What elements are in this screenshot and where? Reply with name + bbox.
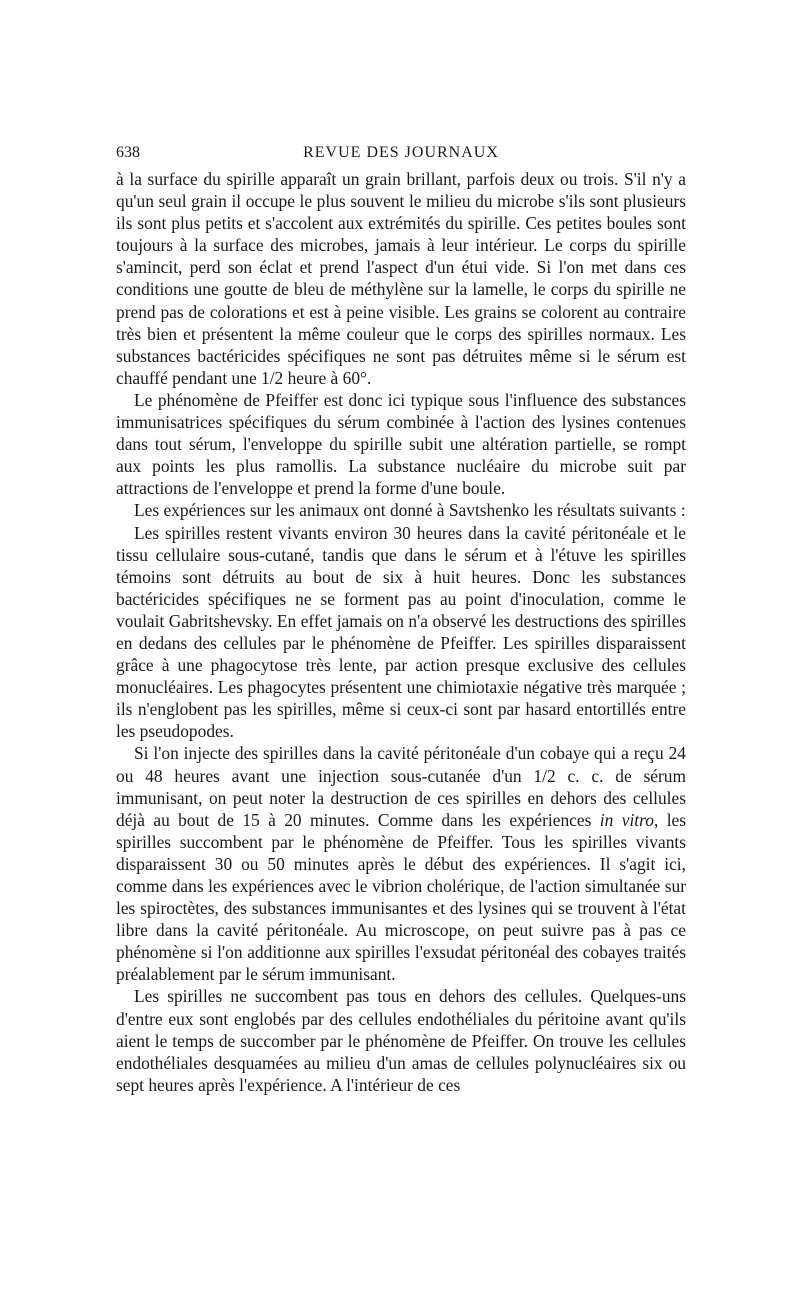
paragraph-2: Le phénomène de Pfeiffer est donc ici typique sous l'influence des substances immunisatrices spécifiques du sérum combinée à l'action des lysines contenues dans tout sérum, l'enveloppe du spirille subit une altération partielle, se rompt aux points les plus ramollis. La substance nucléaire du microbe suit par attractions de l'enveloppe et prend la forme d'une boule. — [116, 389, 686, 499]
page-header — [116, 138, 686, 168]
paragraph-5-part-1: Si l'on injecte des spirilles dans la cavité péritonéale d'un cobaye qui a reçu 24 ou 48 heures avant une injection sous-cutanée d'un 1/2 c. c. de sérum immunisant, on peut noter la destruction de ces spirilles en dehors des cellules déjà au bout de 15 à 20 minutes. Comme dans les expériences — [116, 743, 686, 830]
body-text — [116, 168, 686, 1096]
paragraph-1: à la surface du spirille apparaît un grain brillant, parfois deux ou trois. S'il n'y a qu'un seul grain il occupe le plus souvent le milieu du microbe s'ils sont plusieurs ils sont plus petits et s'accolent aux extrémités du spirille. Ces petites boules sont toujours à la surface des microbes, jamais à leur intérieur. Le corps du spirille s'amincit, perd son éclat et prend l'aspect d'un étui vide. Si l'on met dans ces conditions une goutte de bleu de méthylène sur la lamelle, le corps du spirille ne prend pas de colorations et est à peine visible. Les grains se colorent au contraire très bien et présentent la même couleur que le corps des spirilles normaux. Les substances bactéricides spécifiques ne sont pas détruites même si le sérum est chauffé pendant une 1/2 heure à 60°. — [116, 169, 686, 388]
paragraph-5 — [116, 742, 686, 985]
paragraph-3: Les expériences sur les animaux ont donné à Savtshenko les résultats suivants : — [134, 500, 686, 521]
page-number: 638 — [116, 144, 140, 161]
running-head: REVUE DES JOURNAUX — [303, 144, 499, 161]
in-vitro-italic: in vitro — [599, 809, 654, 830]
paragraph-6: Les spirilles ne succombent pas tous en dehors des cellules. Quelques-uns d'entre eux sont englobés par des cellules endothéliales du péritoine avant qu'ils aient le temps de succomber par le phénomène de Pfeiffer. On trouve les cellules endothéliales desquamées au milieu d'un amas de cellules polynucléaires six ou sept heures après l'expérience. A l'intérieur de ces — [116, 986, 686, 1095]
paragraph-5-part-2: , les spirilles succombent par le phénomène de Pfeiffer. Tous les spirilles vivants disparaissent 30 ou 50 minutes après le début des expériences. Il s'agit ici, comme dans les expériences avec le vibrion cholérique, de l'action simultanée sur les spiroctètes, des substances immunisantes et des lysines qui se trouvent à l'état libre dans la cavité péritonéale. Au microscope, on peut suivre pas à pas ce phénomène si l'on additionne aux spirilles l'exsudat péritonéal des cobayes traités préalablement par le sérum immunisant. — [116, 809, 687, 985]
paragraph-4: Les spirilles restent vivants environ 30 heures dans la cavité péritonéale et le tissu cellulaire sous-cutané, tandis que dans le sérum et à l'étuve les spirilles témoins sont détruits au bout de six à huit heures. Donc les substances bactéricides spécifiques ne se forment pas au point d'inoculation, comme le voulait Gabritshevsky. En effet jamais on n'a observé les destructions des spirilles en dedans des cellules par le phénomène de Pfeiffer. Les spirilles disparaissent grâce à une phagocytose très lente, par action presque exclusive des cellules monucléaires. Les phagocytes présentent une chimiotaxie négative très marquée ; ils n'englobent pas les spirilles, même si ceux-ci sont par hasard entortillés entre les pseudopodes. — [116, 522, 686, 742]
journal-page — [116, 138, 686, 1096]
